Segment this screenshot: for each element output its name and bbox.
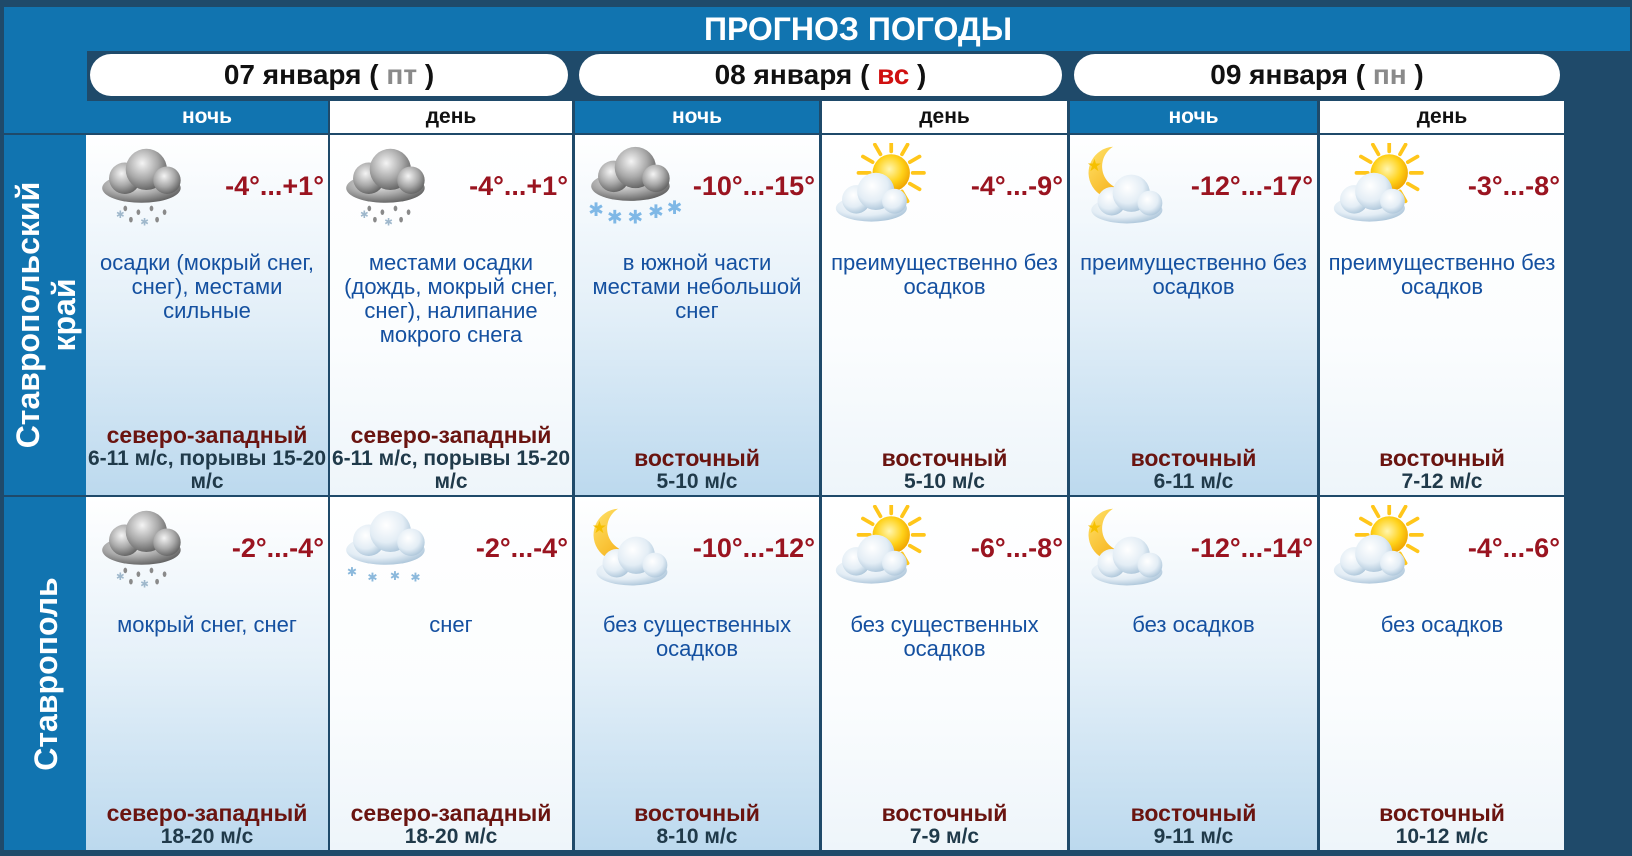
wind-block: [86, 801, 328, 848]
day-name: пн: [1372, 59, 1407, 90]
forecast-cell: [330, 497, 572, 850]
forecast-cell: [575, 497, 819, 850]
weather-description: осадки (мокрый снег, снег), местами сильные: [100, 250, 314, 323]
wind-direction: восточный: [881, 800, 1008, 826]
row-label-2: [4, 497, 87, 850]
wind-block: [86, 423, 328, 493]
svg-text:✱: ✱: [115, 208, 125, 221]
day-header-2: [579, 54, 1062, 96]
wind-direction: восточный: [1379, 800, 1505, 826]
wind-speed: 6-11 м/с: [1153, 470, 1234, 493]
day-date: 08 января: [714, 59, 853, 90]
temperature-range: -6°...-8°: [970, 533, 1063, 563]
day-paren-open: (: [369, 59, 379, 90]
weather-description: без осадков: [1380, 612, 1504, 637]
wind-block: [330, 423, 572, 493]
svg-text:★: ★: [591, 517, 607, 538]
wind-block: [575, 801, 819, 848]
weather-description: без существенных осадков: [602, 612, 792, 661]
forecast-cell: [1070, 135, 1317, 495]
wind-block: [822, 446, 1067, 493]
cloud-snow-icon: [583, 143, 683, 229]
svg-text:✱: ✱: [606, 207, 623, 229]
temperature-range: -10°...-12°: [692, 533, 815, 563]
forecast-cell: [330, 135, 572, 495]
wind-block: [330, 801, 572, 848]
wind-speed: 6-11 м/с, порывы 15-20 м/с: [331, 447, 571, 493]
wind-direction: восточный: [634, 800, 760, 826]
weather-description: преимущественно без осадков: [831, 250, 1058, 299]
day-paren-close: ): [1414, 59, 1424, 90]
row-label-text: Ставропольский край: [9, 181, 82, 449]
svg-text:✱: ✱: [410, 570, 421, 585]
wind-speed: 5-10 м/с: [656, 470, 738, 493]
wind-block: [1070, 801, 1317, 848]
weather-description: в южной части местами небольшой снег: [592, 250, 802, 323]
temperature-range: -4°...+1°: [225, 171, 324, 201]
svg-text:✱: ✱: [666, 198, 683, 220]
sun-cloud-icon: [830, 143, 930, 229]
wind-direction: восточный: [1130, 800, 1257, 826]
temperature-range: -4°...-6°: [1467, 533, 1560, 563]
day-header-3: [1074, 54, 1560, 96]
day-header-1: [90, 54, 568, 96]
weather-description: преимущественно без осадков: [1328, 250, 1556, 299]
temperature-range: -2°...-4°: [231, 533, 324, 563]
svg-text:✱: ✱: [389, 568, 401, 583]
svg-text:✱: ✱: [647, 201, 664, 223]
forecast-cell: [1320, 497, 1564, 850]
svg-text:✱: ✱: [367, 570, 378, 585]
temperature-range: -4°...-9°: [970, 171, 1063, 201]
day-date: 07 января: [223, 59, 362, 90]
cloud-sleet-icon: [94, 505, 194, 591]
wind-speed: 7-12 м/с: [1401, 470, 1483, 493]
wind-direction: северо-западный: [106, 800, 308, 826]
wind-direction: северо-западный: [106, 422, 308, 448]
moon-cloud-icon: [1078, 505, 1178, 591]
svg-text:✱: ✱: [384, 216, 393, 229]
day-date: 09 января: [1210, 59, 1348, 90]
wind-direction: северо-западный: [350, 800, 552, 826]
period-header-night: ночь: [575, 101, 819, 133]
day-name: вс: [877, 59, 910, 90]
wind-block: [575, 446, 819, 493]
forecast-cell: [1320, 135, 1564, 495]
forecast-cell: [86, 135, 328, 495]
wind-speed: 9-11 м/с: [1153, 825, 1234, 848]
weather-description: без осадков: [1132, 612, 1255, 637]
cloud-sleet-icon: [94, 143, 194, 229]
day-paren-open: (: [860, 59, 870, 90]
wind-speed: 18-20 м/с: [160, 825, 254, 848]
period-header-day: день: [1320, 101, 1564, 133]
row-label-text: Ставрополь: [27, 576, 64, 771]
temperature-range: -4°...+1°: [469, 171, 568, 201]
wind-direction: восточный: [1130, 445, 1257, 471]
cloud-sleet-icon: [338, 143, 438, 229]
cloud-light-snow-icon: [338, 505, 438, 591]
sun-cloud-icon: [1328, 143, 1428, 229]
svg-text:✱: ✱: [140, 578, 149, 591]
period-header-day: день: [330, 101, 572, 133]
wind-direction: восточный: [1379, 445, 1505, 471]
wind-speed: 10-12 м/с: [1395, 825, 1489, 848]
period-header-night: ночь: [1070, 101, 1317, 133]
wind-speed: 8-10 м/с: [656, 825, 738, 848]
temperature-range: -2°...-4°: [475, 533, 568, 563]
wind-block: [1070, 446, 1317, 493]
svg-text:✱: ✱: [346, 565, 358, 580]
svg-text:✱: ✱: [627, 207, 644, 229]
temperature-range: -12°...-14°: [1190, 533, 1313, 563]
forecast-cell: [822, 135, 1067, 495]
forecast-cell: [575, 135, 819, 495]
corner-cell: [4, 7, 87, 133]
wind-direction: восточный: [634, 445, 760, 471]
wind-block: [1320, 801, 1564, 848]
forecast-cell: [86, 497, 328, 850]
forecast-title: ПРОГНОЗ ПОГОДЫ: [86, 7, 1630, 51]
forecast-cell: [822, 497, 1067, 850]
temperature-range: -12°...-17°: [1190, 171, 1313, 201]
svg-text:★: ★: [1086, 155, 1102, 176]
weather-description: местами осадки (дождь, мокрый снег, снег), налипание мокрого снега: [344, 250, 558, 347]
sun-cloud-icon: [830, 505, 930, 591]
svg-text:★: ★: [1086, 517, 1102, 538]
svg-text:✱: ✱: [359, 208, 369, 221]
svg-text:✱: ✱: [140, 216, 149, 229]
forecast-cell: [1070, 497, 1317, 850]
day-paren-close: ): [424, 59, 435, 90]
weather-description: преимущественно без осадков: [1080, 250, 1307, 299]
wind-speed: 6-11 м/с, порывы 15-20 м/с: [87, 447, 327, 493]
temperature-range: -10°...-15°: [692, 171, 815, 201]
wind-block: [1320, 446, 1564, 493]
sun-cloud-icon: [1328, 505, 1428, 591]
row-label-1: [4, 135, 87, 495]
period-header-night: ночь: [86, 101, 328, 133]
wind-speed: 18-20 м/с: [404, 825, 498, 848]
moon-cloud-icon: [583, 505, 683, 591]
wind-speed: 7-9 м/с: [909, 825, 980, 848]
moon-cloud-icon: [1078, 143, 1178, 229]
wind-direction: северо-западный: [350, 422, 552, 448]
wind-block: [822, 801, 1067, 848]
day-paren-open: (: [1355, 59, 1366, 90]
weather-description: без существенных осадков: [850, 612, 1039, 661]
svg-text:✱: ✱: [115, 570, 125, 583]
day-name: пт: [386, 59, 418, 90]
wind-speed: 5-10 м/с: [904, 470, 985, 493]
svg-text:✱: ✱: [588, 199, 604, 221]
period-header-day: день: [822, 101, 1067, 133]
day-paren-close: ): [917, 59, 927, 90]
weather-description: снег: [429, 612, 473, 637]
temperature-range: -3°...-8°: [1467, 171, 1560, 201]
wind-direction: восточный: [881, 445, 1008, 471]
weather-description: мокрый снег, снег: [117, 612, 297, 637]
